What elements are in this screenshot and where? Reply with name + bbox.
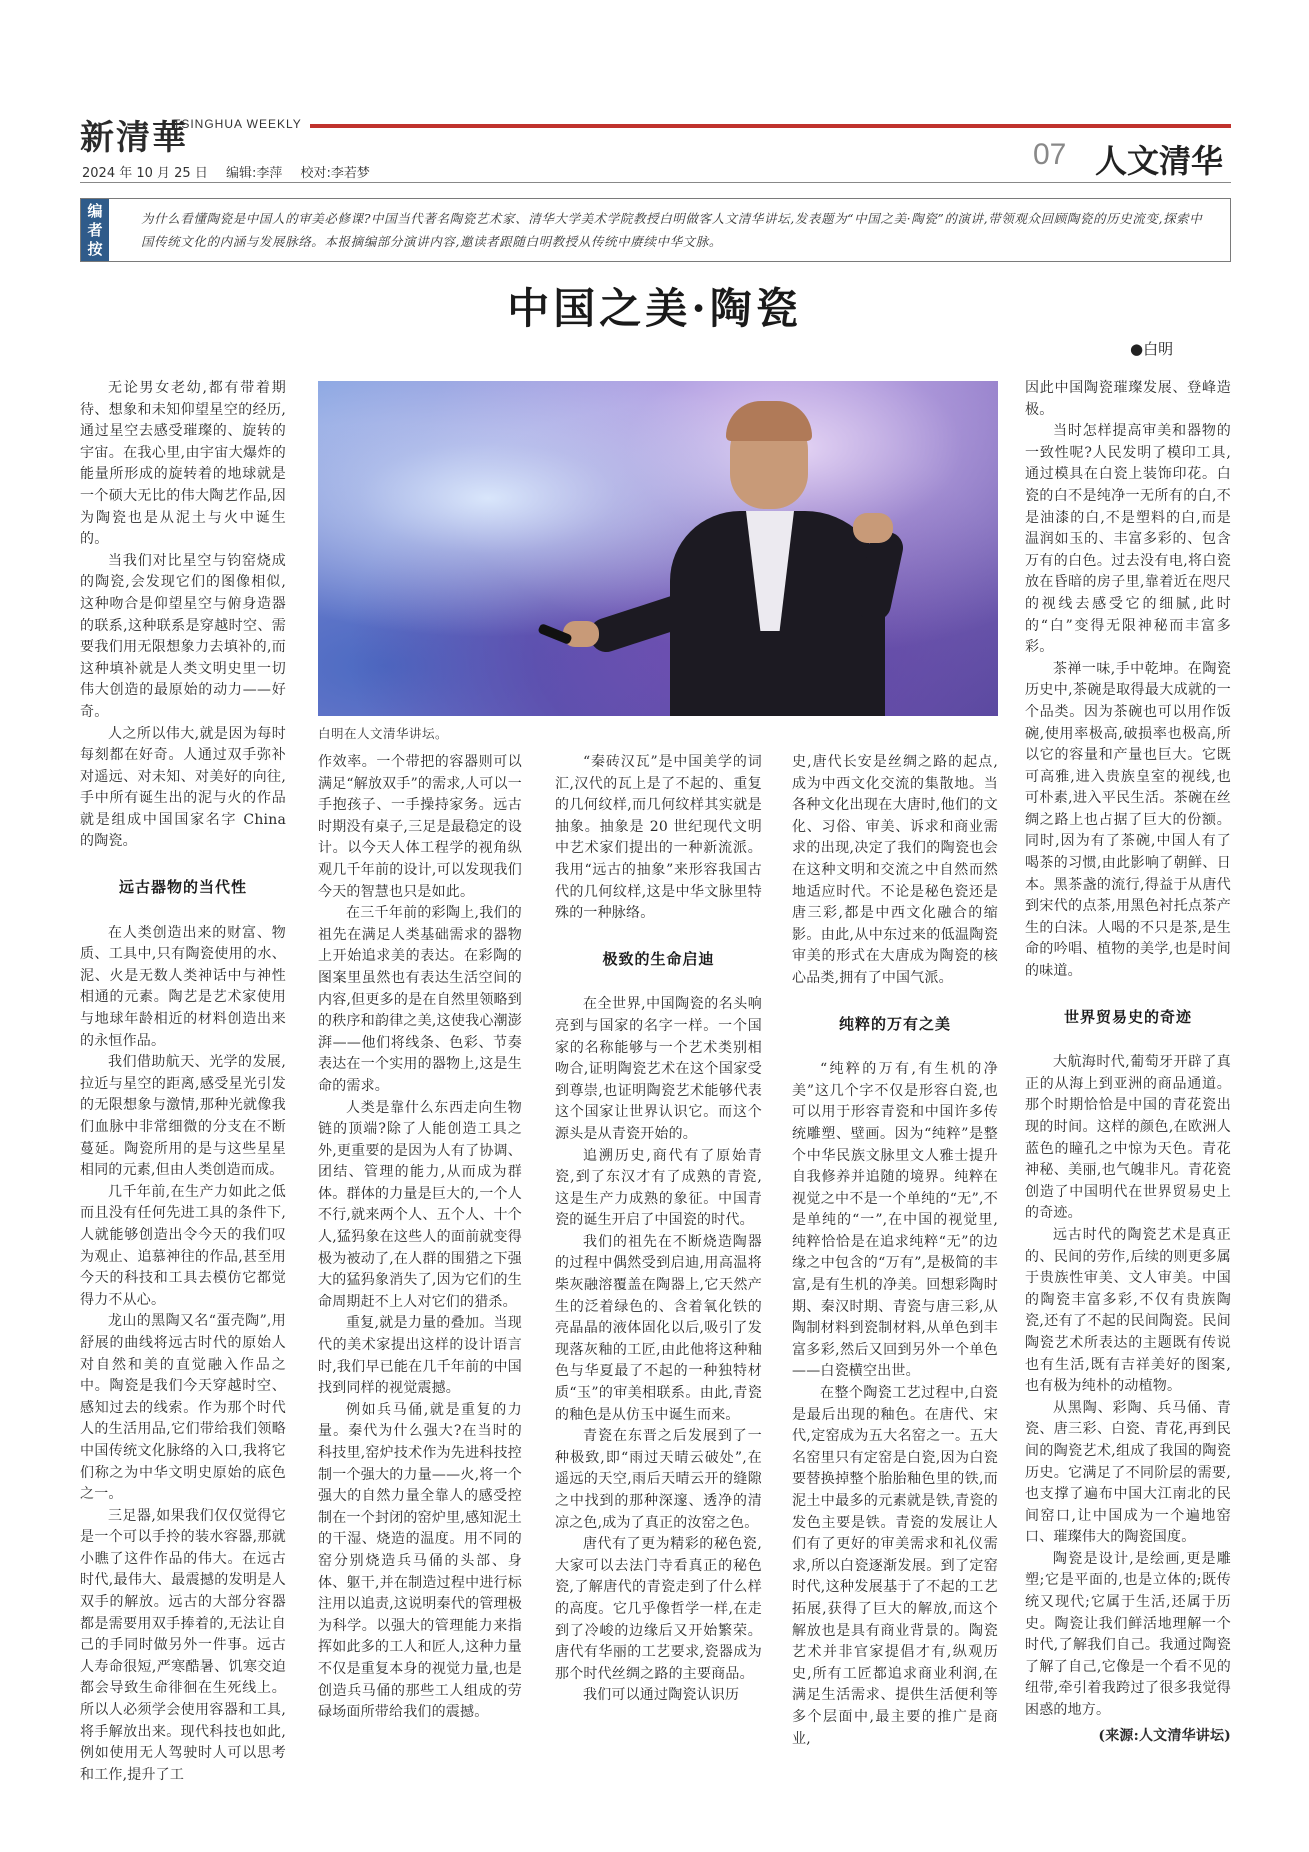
- paragraph: 几千年前,在生产力如此之低而且没有任何先进工具的条件下,人就能够创造出令今天的我们叹为观止、追慕神往的作品,甚至用今天的科技和工具去模仿它都觉得力不从心。: [80, 1183, 286, 1308]
- article-column-4: [792, 752, 998, 1750]
- paragraph: 当我们对比星空与钧窑烧成的陶瓷,会发现它们的图像相似,这种吻合是仰望星空与俯身造器的联系,这种联系是穿越时空、需要我们用无限想象力去填补的,而这种填补就是人类文明史里一切伟大创造的最原始的动力——好奇。: [80, 552, 286, 720]
- header-divider: [80, 182, 1231, 183]
- article-column-2: [318, 752, 522, 1724]
- paragraph: 在整个陶瓷工艺过程中,白瓷是最后出现的釉色。在唐代、宋代,定窑成为五大名窑之一。五大名窑里只有定窑是白瓷,因为白瓷要替换掉整个胎胎釉色里的铁,而泥土中最多的元素就是铁,青瓷的发色主要是铁。青瓷的发展让人们有了更好的审美需求和礼仪需求,所以白瓷逐渐发展。到了定窑时代,这种发展基于了不起的工艺拓展,获得了巨大的解放,而这个解放也是具有商业背景的。陶瓷艺术并非官家提倡才有,纵观历史,所有工匠都追求商业利润,在满足生活需求、提供生活便利等多个层面中,最主要的推广是商业,: [792, 1385, 998, 1747]
- paragraph: 人之所以伟大,就是因为每时每刻都在好奇。人通过双手弥补对遥远、对未知、对美好的向往,手中所有诞生出的泥与火的作品就是组成中国国家名字 China 的陶瓷。: [80, 725, 286, 850]
- paragraph: 我们可以通过陶瓷认识历: [583, 1687, 740, 1704]
- masthead-red-rule: [310, 124, 1231, 128]
- paragraph: 当时怎样提高审美和器物的一致性呢?人民发明了模印工具,通过模具在白瓷上装饰印花。白瓷的白不是纯净一无所有的白,不是油漆的白,不是塑料的白,而是温润如玉的、丰富多彩的、包含万有的白色。过去没有电,将白瓷放在昏暗的房子里,靠着近在咫尺的视线去感受它的细腻,此时的“白”变得无限神秘而丰富多彩。: [1025, 423, 1231, 656]
- paragraph: 我们借助航天、光学的发展,拉近与星空的距离,感受星光引发的无限想象与激情,那种光就像我们血脉中非常细微的分支在不断蔓延。陶瓷所用的是与这些星星相同的元素,但由人类创造而成。: [80, 1054, 286, 1179]
- subheading: 极致的生命启迪: [602, 949, 715, 968]
- page-number: 07: [1033, 138, 1067, 171]
- speaker-cap: [726, 401, 812, 441]
- subheading: 纯粹的万有之美: [838, 1014, 951, 1033]
- article-column-5: [1025, 378, 1231, 1747]
- subheading: 远古器物的当代性: [118, 878, 247, 897]
- speaker-right-hand: [853, 513, 893, 543]
- editors-note-text: 为什么看懂陶瓷是中国人的审美必修课?中国当代著名陶瓷艺术家、清华大学美术学院教授白明做客人文清华讲坛,发表题为“中国之美·陶瓷”的演讲,带领观众回顾陶瓷的历史流变,探索中国传统文化的内涵与发展脉络。本报摘编部分演讲内容,邀读者跟随白明教授从传统中赓续中华文脉。: [141, 211, 1203, 249]
- paragraph: 史,唐代长安是丝绸之路的起点,成为中西文化交流的集散地。当各种文化出现在大唐时,他们的文化、习俗、审美、诉求和商业需求的出现,决定了我们的陶瓷也会在这种文明和交流之中自然而然地适应时代。不论是秘色瓷还是唐三彩,都是中西文化融合的缩影。由此,从中东过来的低温陶瓷审美的形式在大唐成为陶瓷的核心品类,拥有了中国气派。: [792, 754, 998, 986]
- paragraph: 人类是靠什么东西走向生物链的顶端?除了人能创造工具之外,更重要的是因为人有了协调、团结、管理的能力,从而成为群体。群体的力量是巨大的,一个人不行,就来两个人、五个人、十个人,猛犸象在这些人的面前就变得极为被动了,在人群的围猎之下强大的猛犸象消失了,因为它们的生命周期赶不上人对它们的猎杀。: [318, 1099, 522, 1310]
- paragraph: 因此中国陶瓷璀璨发展、登峰造极。: [1025, 380, 1231, 418]
- paragraph: 陶瓷是设计,是绘画,更是雕塑;它是平面的,也是立体的;既传统又现代;它属于生活,还属于历史。陶瓷让我们鲜活地理解一个时代,了解我们自己。我通过陶瓷了解了自己,它像是一个看不见的纽带,牵引着我跨过了很多我觉得困惑的地方。: [1025, 1550, 1231, 1719]
- paragraph: 在三千年前的彩陶上,我们的祖先在满足人类基础需求的器物上开始追求美的表达。在彩陶的图案里虽然也有表达生活空间的内容,但更多的是在自然里领略到的秩序和韵律之美,这使我心潮澎湃——他们将线条、色彩、节奏表达在一个实用的器物上,这是生命的需求。: [318, 905, 522, 1094]
- newspaper-logo-en: TSINGHUA WEEKLY: [173, 117, 302, 131]
- paragraph: 远古时代的陶瓷艺术是真正的、民间的劳作,后续的则更多属于贵族性审美、文人审美。中国的陶瓷丰富多彩,不仅有贵族陶瓷,还有了不起的民间陶瓷。民间陶瓷艺术所表达的主题既有传说也有生活,既有吉祥美好的图案,也有极为纯朴的动植物。: [1025, 1226, 1231, 1395]
- paragraph: 茶禅一味,手中乾坤。在陶瓷历史中,茶碗是取得最大成就的一个品类。因为茶碗也可以用作饭碗,使用率极高,破损率也极高,所以它的容量和产量也巨大。它既可高雅,进入贵族皇室的视线,也可朴素,进入平民生活。茶碗在丝绸之路上也占据了巨大的份额。同时,因为有了茶碗,中国人有了喝茶的习惯,由此影响了朝鲜、日本。黑茶盏的流行,得益于从唐代到宋代的点茶,用黑色衬托点茶产生的白沫。人喝的不只是茶,是生命的吟唱、植物的美学,也是时间的味道。: [1025, 660, 1231, 980]
- article-byline: ●白明: [1130, 340, 1174, 358]
- subheading: 世界贸易史的奇迹: [1063, 1007, 1192, 1026]
- article-headline: 中国之美·陶瓷: [507, 284, 802, 333]
- dateline: [82, 162, 384, 181]
- paragraph: “秦砖汉瓦”是中国美学的词汇,汉代的瓦上是了不起的、重复的几何纹样,而几何纹样其实就是抽象。抽象是 20 世纪现代文明中艺术家们提出的一种新流派。我用“远古的抽象”来形容我国古代的几何纹样,这是中华文脉里特殊的一种脉络。: [555, 754, 762, 922]
- article-source: (来源:人文清华讲坛): [1098, 1727, 1231, 1744]
- photo-caption: 白明在人文清华讲坛。: [318, 726, 449, 741]
- paragraph: 重复,就是力量的叠加。当现代的美术家提出这样的设计语言时,我们早已能在几千年前的中国找到同样的视觉震撼。: [318, 1315, 522, 1397]
- paragraph: 青瓷在东晋之后发展到了一种极致,即“雨过天晴云破处”,在遥远的天空,雨后天晴云开的缝隙之中找到的那种深邃、透净的清凉之色,成为了真正的汝窑之色。: [555, 1428, 762, 1531]
- paragraph: 在全世界,中国陶瓷的名头响亮到与国家的名字一样。一个国家的名称能够与一个艺术类别相吻合,证明陶瓷艺术在这个国家受到尊崇,也证明陶瓷艺术能够代表这个国家让世界认识它。而这个源头是从青瓷开始的。: [555, 996, 762, 1142]
- paragraph: 追溯历史,商代有了原始青瓷,到了东汉才有了成熟的青瓷,这是生产力成熟的象征。中国青瓷的诞生开启了中国瓷的时代。: [555, 1147, 762, 1229]
- proofreader-credit: 校对:李若梦: [300, 166, 370, 181]
- article-column-1: [80, 378, 286, 1786]
- paragraph: 无论男女老幼,都有带着期待、想象和未知仰望星空的经历,通过星空去感受璀璨的、旋转的宇宙。在我心里,由宇宙大爆炸的能量所形成的旋转着的地球就是一个硕大无比的伟大陶艺作品,因为陶瓷也是从泥土与火中诞生的。: [80, 380, 286, 548]
- paragraph: 大航海时代,葡萄牙开辟了真正的从海上到亚洲的商品通道。那个时期恰恰是中国的青花瓷出现的时间。这样的颜色,在欧洲人蓝色的瞳孔之中惊为天色。青花神秘、美丽,也气魄非凡。青花瓷创造了中国明代在世界贸易史上的奇迹。: [1025, 1054, 1231, 1222]
- paragraph: 我们的祖先在不断烧造陶器的过程中偶然受到启迪,用高温将柴灰融溶覆盖在陶器上,它天然产生的泛着绿色的、含着氧化铁的亮晶晶的液体固化以后,吸引了发现落灰釉的工匠,由此他将这种釉色与华夏最了不起的一种独特材质“玉”的审美相联系。由此,青瓷的釉色是从仿玉中诞生而来。: [555, 1233, 762, 1423]
- editors-note-box: [80, 198, 1231, 262]
- editor-credit: 编辑:李萍: [225, 166, 283, 181]
- section-title: 人文清华: [1095, 142, 1224, 180]
- paragraph: 唐代有了更为精彩的秘色瓷,大家可以去法门寺看真正的秘色瓷,了解唐代的青瓷走到了什么样的高度。它几乎像哲学一样,在走到了冷峻的边缘后又开始繁荣。唐代有华丽的工艺要求,瓷器成为那个时代丝绸之路的主要商品。: [555, 1536, 762, 1682]
- paragraph: 在人类创造出来的财富、物质、工具中,只有陶瓷使用的水、泥、火是无数人类神话中与神性相通的元素。陶艺是艺术家使用与地球年龄相近的材料创造出来的永恒作品。: [80, 924, 286, 1049]
- paragraph: 从黑陶、彩陶、兵马俑、青瓷、唐三彩、白瓷、青花,再到民间的陶瓷艺术,组成了我国的陶瓷历史。它满足了不同阶层的需要,也支撑了遍布中国大江南北的民间窑口,让中国成为一个遍地窑口、璀璨伟大的陶瓷国度。: [1025, 1399, 1231, 1546]
- paragraph: 例如兵马俑,就是重复的力量。秦代为什么强大?在当时的科技里,窑炉技术作为先进科技控制一个强大的力量——火,将一个强大的自然力量全靠人的感受控制在一个封闭的窑炉里,感知泥土的干湿、烧造的温度。用不同的窑分别烧造兵马俑的头部、身体、躯干,并在制造过程中进行标注用以追责,这说明秦代的管理极为科学。以强大的管理能力来指挥如此多的工人和匠人,这种力量不仅是重复本身的视觉力量,也是创造兵马俑的那些工人组成的劳碌场面所带给我们的震撼。: [318, 1401, 522, 1721]
- issue-date: 2024 年 10 月 25 日: [82, 166, 208, 181]
- article-column-3: [555, 752, 762, 1707]
- paragraph: 龙山的黑陶又名“蛋壳陶”,用舒展的曲线将远古时代的原始人对自然和美的直觉融入作品之中。陶瓷是我们今天穿越时空、感知过去的线索。作为那个时代人的生活用品,它们带给我们领略中国传统文化脉络的入口,我将它们称之为中华文明史原始的底色之一。: [80, 1313, 286, 1503]
- paragraph: 作效率。一个带把的容器则可以满足“解放双手”的需求,人可以一手抱孩子、一手操持家务。远古时期没有桌子,三足是最稳定的设计。以今天人体工程学的视角纵观几千年前的设计,可以发现我们今天的智慧也只是如此。: [318, 754, 522, 900]
- paragraph: 三足器,如果我们仅仅觉得它是一个可以手拎的装水容器,那就小瞧了这件作品的伟大。在远古时代,最伟大、最震撼的发明是人双手的解放。远古的大部分容器都是需要用双手捧着的,无法让自己的手同时做另外一件事。远古人寿命很短,严寒酷暑、饥寒交迫都会导致生命徘徊在生死线上。所以人必须学会使用容器和工具,将手解放出来。现代科技也如此,例如使用无人驾驶时人可以思考和工作,提升了工: [80, 1507, 286, 1783]
- newspaper-logo: 新清華: [80, 118, 188, 158]
- speaker-photo: [318, 381, 998, 716]
- editors-note-tag: 编者按: [81, 199, 109, 261]
- paragraph: “纯粹的万有,有生机的净美”这几个字不仅是形容白瓷,也可以用于形容青瓷和中国许多传统雕塑、壁画。因为“纯粹”是整个中华民族文脉里文人雅士提升自我修养并追随的境界。纯粹在视觉之中不是一个单纯的“无”,不是单纯的“一”,在中国的视觉里,纯粹恰恰是在追求纯粹“无”的边缘之中包含的“万有”,是极简的丰富,是有生机的净美。回想彩陶时期、秦汉时期、青瓷与唐三彩,从陶制材料到瓷制材料,从单色到丰富多彩,然后又回到另外一个单色——白瓷横空出世。: [792, 1061, 998, 1380]
